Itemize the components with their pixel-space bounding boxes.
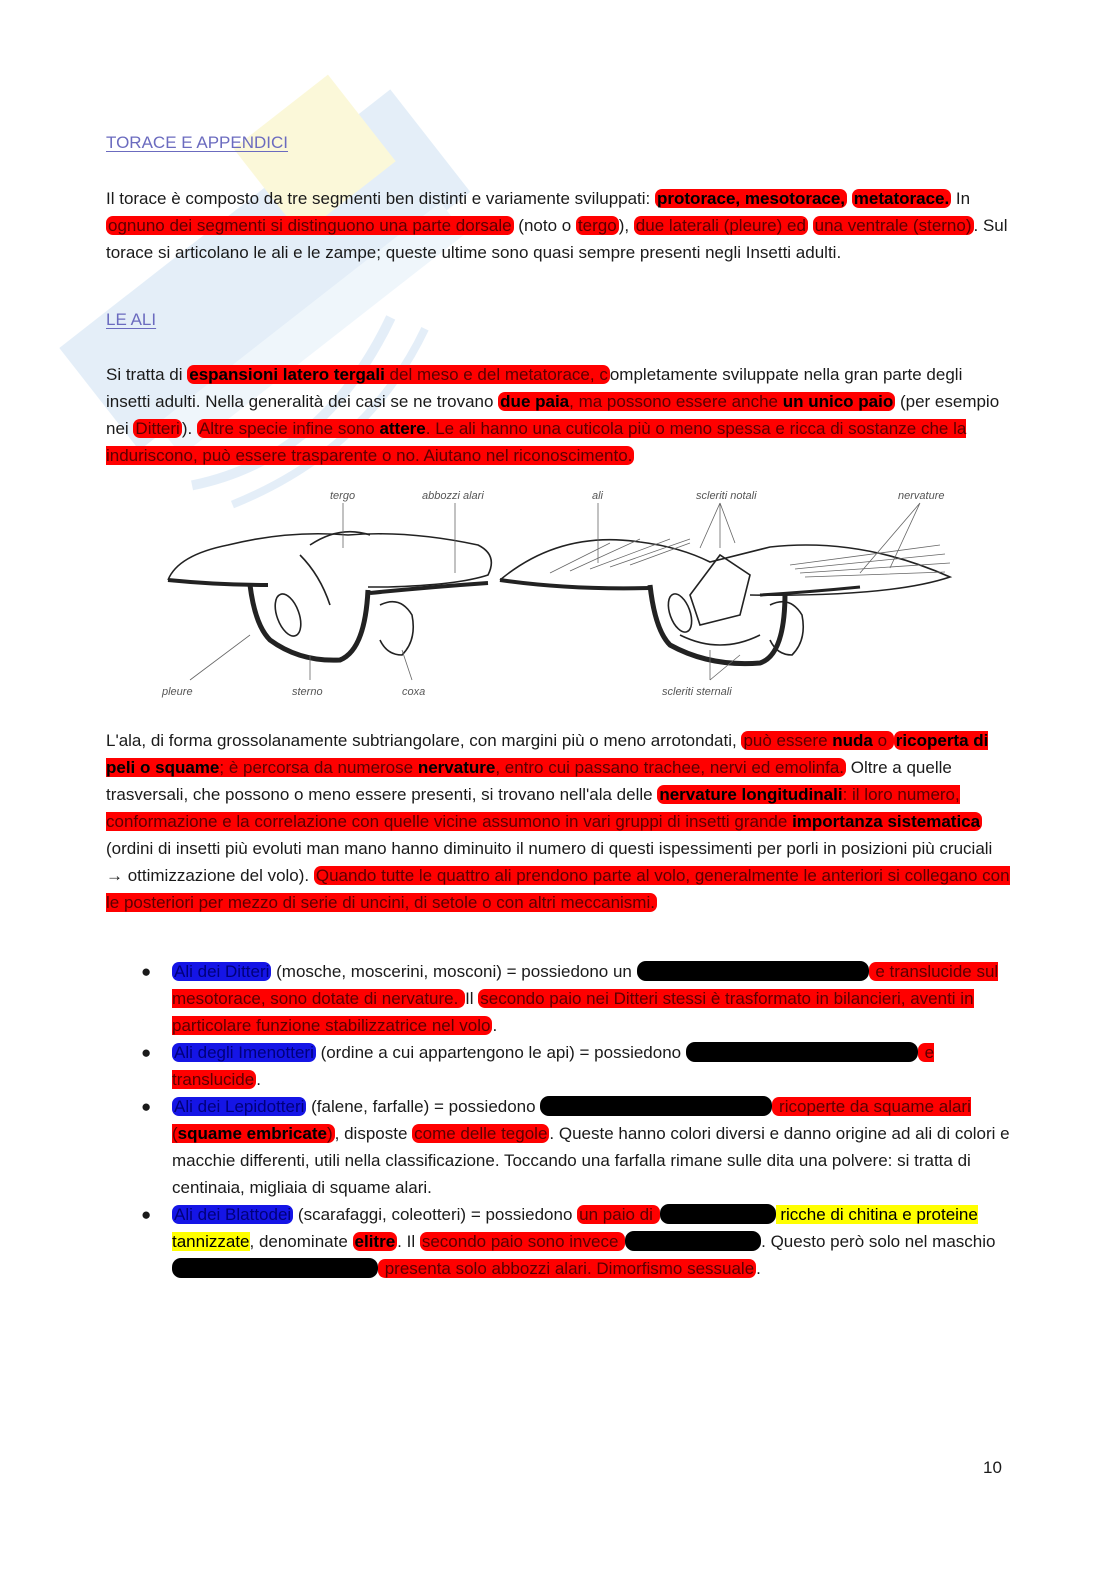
list-item: ● Ali dei Blattodei (scarafaggi, coleotteri) = possiedono un paio di ricche di chitina e proteine tannizzate, denominate elitre . Il secondo paio sono invece . Questo però solo nel maschio presenta solo abbozzi alari. Dimorfismo sessuale .	[141, 1205, 996, 1278]
list-item: ● Ali degli Imenotteri (ordine a cui appartengono le api) = possiedono e translucide .	[141, 1043, 935, 1089]
list-item: ● Ali dei Ditteri (mosche, moscerini, mosconi) = possiedono un e translucide sul mesotorace, sono dotate di nervature. Il secondo paio nei Ditteri stessi è trasformato in bilancieri, aventi in particolare funzione stabilizzatrice nel volo .	[141, 962, 999, 1035]
wing-types-list	[106, 958, 1011, 1282]
page-number: 10	[983, 1458, 1002, 1477]
redaction-block	[637, 961, 869, 981]
label-scleriti-notali: scleriti notali	[696, 490, 757, 502]
paragraph-ala: L'ala, di forma grossolanamente subtriangolare, con margini più o meno arrotondati, può essere nuda o ricoperta di peli o squame; è percorsa da numerose nervature, entro cui passano trachee, nervi ed emolinfa. Oltre a quelle trasversali, che possono o meno essere presenti, si trovano nell'ala delle nervature longitudinali: il loro numero, conformazione e la correlazione con quelle vicine assumono in vari gruppi di insetti grande importanza sistematica (ordini di insetti più evoluti man mano hanno diminuito il numero di questi ispessimenti per porli in posizioni più cruciali → ottimizzazione del volo). Quando tutte le quattro ali prendono parte al volo, generalmente le anteriori si collegano con le posteriori per mezzo di serie di uncini, di setole o con altri meccanismi.	[106, 731, 1010, 912]
list-item: ● Ali dei Lepidotteri (falene, farfalle) = possiedono ricoperte da squame alari (squame embricate) , disposte come delle tegole . Queste hanno colori diversi e danno origine ad ali di colori e macchie differenti, utili nella classificazione. Toccando una farfalla rimane sulle dita una polvere: si tratta di centinaia, migliaia di squame alari.	[141, 1097, 1010, 1197]
redaction-block	[686, 1042, 918, 1062]
label-coxa: coxa	[402, 686, 426, 698]
redaction-block	[660, 1204, 776, 1224]
label-scleriti-sternali: scleriti sternali	[662, 686, 732, 698]
label-pleure: pleure	[162, 686, 193, 698]
label-ali: ali	[592, 490, 604, 502]
label-nervature: nervature	[898, 490, 945, 502]
label-abbozzi-alari: abbozzi alari	[422, 490, 484, 502]
redaction-block	[172, 1258, 378, 1278]
label-tergo: tergo	[330, 490, 356, 502]
thorax-wing-diagram	[150, 485, 970, 700]
heading-torace-e-appendici: TORACE E APPENDICI	[106, 133, 289, 152]
label-sterno: sterno	[292, 686, 323, 698]
redaction-block	[625, 1231, 761, 1251]
paragraph-torace: Il torace è composto da tre segmenti ben distinti e variamente sviluppati: protorace, mesotorace, metatorace. In ognuno dei segmenti si distinguono una parte dorsale (noto o tergo ), due laterali (pleure) ed una ventrale (sterno) . Sul torace si articolano le ali e le zampe; queste ultime sono quasi sempre presenti negli Insetti adulti.	[106, 189, 1008, 262]
paragraph-ali: Si tratta di espansioni latero tergali del meso e del metatorace, c ompletamente sviluppate nella gran parte degli insetti adulti. Nella generalità dei casi se ne trovano due paia, ma possono essere anche un unico paio (per esempio nei Ditteri ). Altre specie infine sono attere. Le ali hanno una cuticola più o meno spessa e ricca di sostanze che la induriscono, può essere trasparente o no. Aiutano nel riconoscimento.	[106, 365, 1000, 465]
redaction-block	[540, 1096, 772, 1116]
heading-le-ali: LE ALI	[106, 310, 157, 329]
